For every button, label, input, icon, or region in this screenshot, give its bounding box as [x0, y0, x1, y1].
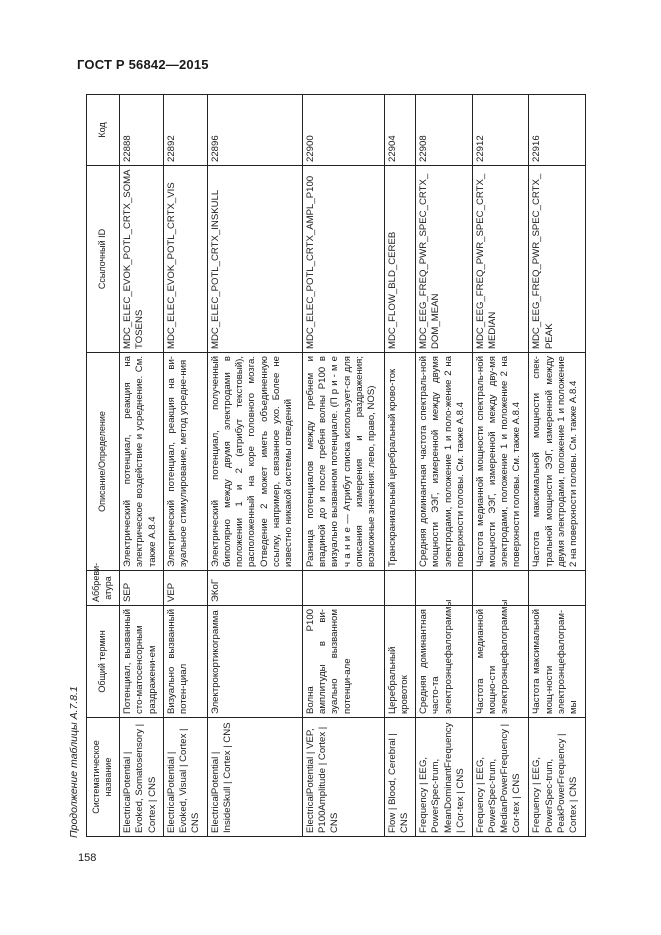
cell-desc: Частота максимальной мощности спек-тральной мощности ЭЭГ, измеренной между двумя электродами, положение 1 и положение 2 на поверхности головы. См. также А.8.4 — [529, 353, 586, 571]
table-row — [163, 95, 207, 837]
table-row — [385, 95, 416, 837]
col-header-term: Общий термин — [87, 606, 120, 718]
col-header-name: Систематическое название — [87, 718, 120, 837]
cell-abbr — [529, 571, 586, 606]
cell-code: 22896 — [207, 95, 302, 166]
cell-abbr: VEP — [163, 571, 207, 606]
cell-refid: MDC_EEG_FREQ_PWR_SPEC_CRTX_MEDIAN — [472, 166, 529, 353]
col-header-abbr: Аббреви-атура — [87, 571, 120, 606]
cell-name: Frequency | EEG, PowerSpec-trum, MeanDominantFrequency | Cor-tex | CNS — [416, 718, 473, 837]
cell-code: 22904 — [385, 95, 416, 166]
col-header-code: Код — [87, 95, 120, 166]
cell-refid: MDC_ELEC_EVOK_POTL_CRTX_VIS — [163, 166, 207, 353]
cell-desc: Электрический потенциал, реакция на ви-зуальное стимулирование, метод усредне-ния — [163, 353, 207, 571]
table-row — [207, 95, 302, 837]
cell-code: 22912 — [472, 95, 529, 166]
cell-code: 22908 — [416, 95, 473, 166]
cell-name: Flow | Blood, Cerebral | CNS — [385, 718, 416, 837]
table-row — [472, 95, 529, 837]
table-row — [302, 95, 384, 837]
cell-code: 22892 — [163, 95, 207, 166]
table-row — [529, 95, 586, 837]
col-header-refid: Ссылочный ID — [87, 166, 120, 353]
cell-name: Frequency | EEG, PowerSpec-trum, MedianPowerFrequency | Cor-tex | CNS — [472, 718, 529, 837]
cell-term: Волна P100 амплитуды в ви-зуально вызванном потенци-але — [302, 606, 384, 718]
terms-table — [86, 94, 586, 837]
cell-desc: Средняя доминантная частота спектраль-ной мощности ЭЭГ, измеренной между двумя электродами, положение 1 и поло-жение 2 на поверхности головы. См. также А.8.4 — [416, 353, 473, 571]
cell-desc: Частота медианной мощности спектраль-ной мощности ЭЭГ, измеренной между дву-мя электродами, положение 1 и положение 2 на поверхности головы. См. также А.8.4 — [472, 353, 529, 571]
table-caption: Продолжение таблицы А.7.8.1 — [68, 686, 80, 838]
cell-desc: Электрический потенциал, реакция на электрическое воздействие и усреднение. См. также А.8.4 — [120, 353, 164, 571]
cell-abbr — [385, 571, 416, 606]
table-row — [120, 95, 164, 837]
col-header-desc: Описание/Определение — [87, 353, 120, 571]
cell-code: 22900 — [302, 95, 384, 166]
page-number: 158 — [78, 852, 97, 864]
cell-refid: MDC_ELEC_EVOK_POTL_CRTX_SOMATOSENS — [120, 166, 164, 353]
rotated-table-container — [86, 95, 586, 837]
cell-name: Frequency | EEG, PowerSpec-trum, PeakPowerFrequency | Cortex | CNS — [529, 718, 586, 837]
cell-name: ElectricalPotential | VEP, P100Amplitude | Cortex | CNS — [302, 718, 384, 837]
cell-name: ElectricalPotential | Evoked, Visual | Cortex | CNS — [163, 718, 207, 837]
cell-refid: MDC_EEG_FREQ_PWR_SPEC_CRTX_PEAK — [529, 166, 586, 353]
cell-term: Частота максимальной мощ-ности электроэнцефалограм-мы — [529, 606, 586, 718]
cell-abbr — [302, 571, 384, 606]
table-header-row — [87, 95, 120, 837]
cell-term: Средняя доминантная часто-та электроэнцефалограммы — [416, 606, 473, 718]
cell-desc: Разница потенциалов между гребнем и впадиной до и после гребня волны P100 в визуально вызванном потенциале. (П р и - м е ч а н и е — Атрибут списка использует-ся для описания измерения и раздражения; возможные значения: лево, право, NOS) — [302, 353, 384, 571]
cell-refid: MDC_FLOW_BLD_CEREB — [385, 166, 416, 353]
cell-term: Электрокортикограмма — [207, 606, 302, 718]
cell-abbr: SEP — [120, 571, 164, 606]
standard-header: ГОСТ Р 56842—2015 — [77, 57, 209, 72]
cell-term: Частота медианной мощно-сти электроэнцефалограммы — [472, 606, 529, 718]
cell-refid: MDC_ELEC_POTL_CRTX_AMPL_P100 — [302, 166, 384, 353]
cell-name: ElectricalPotential | InsideSkull | Cortex | CNS — [207, 718, 302, 837]
cell-code: 22888 — [120, 95, 164, 166]
cell-abbr: ЭКоГ — [207, 571, 302, 606]
cell-term: Потенциал, вызванный сто-матосенсорным раздражени-ем — [120, 606, 164, 718]
cell-desc: Транскраниальный церебральный крово-ток — [385, 353, 416, 571]
cell-refid: MDC_EEG_FREQ_PWR_SPEC_CRTX_DOM_MEAN — [416, 166, 473, 353]
cell-term: Церебральный кровоток — [385, 606, 416, 718]
cell-term: Визуально вызванный потен-циал — [163, 606, 207, 718]
cell-refid: MDC_ELEC_POTL_CRTX_INSKULL — [207, 166, 302, 353]
cell-desc: Электрический потенциал, полученный биполярно между двумя электродами в положении 1 и 2 (атрибут текстовый), расположенный на коре головного мозга. Отведение 2 может иметь объединенную ссылку, например, связанное ухо. Более не известно никакой системы отведений — [207, 353, 302, 571]
cell-name: ElectricalPotential | Evoked, Somatosensory | Cortex | CNS — [120, 718, 164, 837]
cell-code: 22916 — [529, 95, 586, 166]
table-row — [416, 95, 473, 837]
